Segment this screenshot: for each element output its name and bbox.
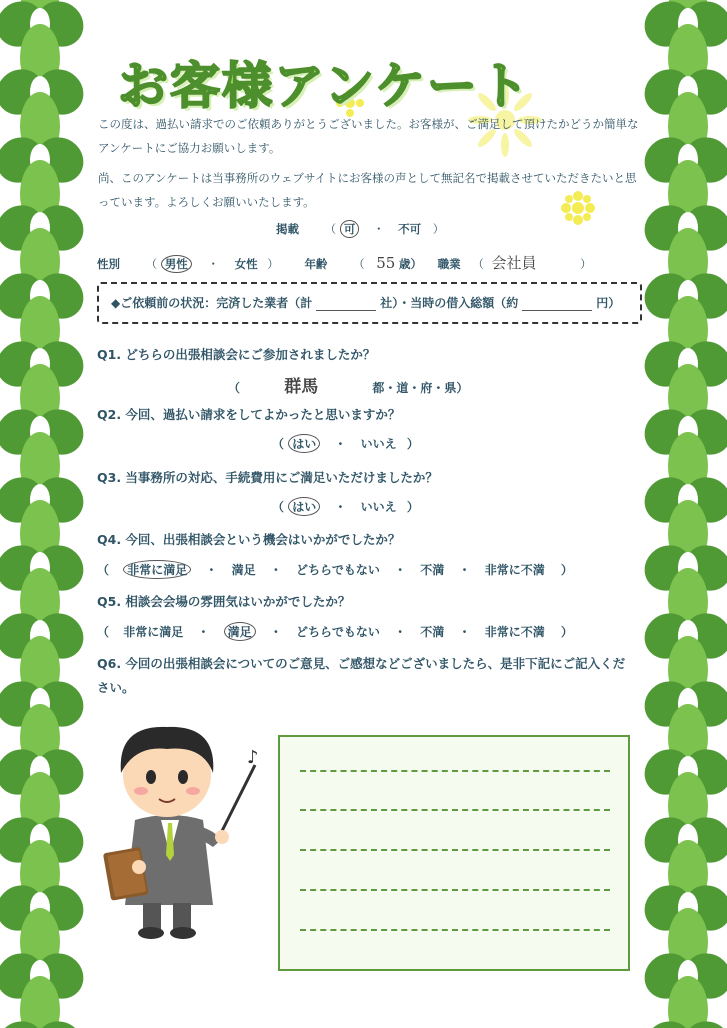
q5-option-satisfied[interactable]: 満足: [224, 622, 256, 641]
answer-4: [97, 560, 573, 579]
left-leaf-border: [0, 0, 88, 1028]
loan-amount-field[interactable]: [522, 296, 592, 311]
separator: ・: [334, 500, 347, 514]
prefecture-value[interactable]: 群馬: [284, 377, 319, 397]
separator: ・: [394, 563, 407, 577]
gender-label: 性別: [97, 257, 120, 271]
comment-line: [300, 929, 610, 931]
answer-3: [272, 497, 419, 516]
q4-option-very-satisfied[interactable]: 非常に満足: [123, 560, 191, 579]
bracket: （: [272, 437, 285, 451]
bracket: （: [272, 500, 285, 514]
comment-line: [300, 889, 610, 891]
q5-option-neutral[interactable]: どちらでもない: [296, 625, 380, 639]
q4-option-neutral[interactable]: どちらでもない: [296, 563, 380, 577]
q3-option-no[interactable]: いいえ: [360, 500, 397, 514]
bracket: （: [324, 222, 337, 236]
separator: ・: [372, 222, 385, 236]
answer-1: [228, 372, 468, 397]
bracket: ）: [406, 437, 419, 451]
question-6: Q6. 今回の出張相談会についてのご意見、ご感想などございましたら、是非下記にご記入ください。: [97, 656, 626, 695]
separator: ・: [207, 257, 219, 271]
separator: ・: [205, 563, 218, 577]
age-unit: 歳）: [399, 257, 422, 271]
q4-option-dissatisfied[interactable]: 不満: [420, 563, 445, 577]
publication-label: 掲載: [276, 222, 299, 236]
status-box-content: [111, 294, 620, 311]
question-3: Q3. 当事務所の対応、手続費用にご満足いただけましたか？: [97, 470, 438, 485]
occupation-label: 職業: [437, 257, 461, 271]
gender-option-female[interactable]: 女性: [234, 257, 258, 271]
bracket: ）: [580, 257, 592, 271]
q4-option-very-dissatisfied[interactable]: 非常に不満: [484, 563, 545, 577]
prefecture-units: 都・道・府・県）: [372, 381, 469, 395]
separator: ・: [394, 625, 407, 639]
separator: ・: [458, 625, 471, 639]
bracket: ）: [432, 222, 445, 236]
companies-count-field[interactable]: [316, 296, 376, 311]
teacher-mascot-illustration: [95, 715, 265, 940]
comments-box[interactable]: [278, 735, 630, 971]
question-5: Q5. 相談会会場の雰囲気はいかがでしたか？: [97, 594, 351, 609]
age-label: 年齢: [304, 257, 328, 271]
status-mid: 社）・当時の借入総額（約: [380, 296, 519, 310]
q4-option-satisfied[interactable]: 満足: [231, 563, 256, 577]
age-value[interactable]: 55: [376, 254, 396, 272]
comment-line: [300, 849, 610, 851]
page-title: お客様アンケート: [118, 57, 531, 115]
comment-line: [300, 809, 610, 811]
bracket: （: [353, 257, 365, 271]
publication-option-yes[interactable]: 可: [340, 220, 360, 238]
separator: ・: [334, 437, 347, 451]
q2-option-yes[interactable]: はい: [288, 434, 320, 453]
q2-option-no[interactable]: いいえ: [360, 437, 397, 451]
intro-paragraph-1: この度は、過払い請求でのご依頼ありがとうございました。お客様が、ご満足して頂けたかどうか簡単なアンケートにご協力お願いします。: [98, 117, 639, 155]
q5-option-very-satisfied[interactable]: 非常に満足: [123, 625, 184, 639]
question-1: Q1. どちらの出張相談会にご参加されましたか？: [97, 347, 376, 362]
answer-5: [97, 622, 573, 641]
bracket: （: [472, 257, 484, 271]
svg-text:♪: ♪: [247, 747, 259, 768]
status-box: [97, 282, 642, 324]
bracket: （: [97, 563, 110, 577]
comment-line: [300, 770, 610, 772]
answer-2: [272, 434, 419, 453]
status-prefix: ◆ご依頼前の状況：完済した業者（計: [111, 296, 313, 310]
profile-row: [97, 252, 592, 273]
status-suffix: 円）: [596, 296, 621, 310]
bracket: ）: [267, 257, 279, 271]
occupation-value[interactable]: 会社員: [491, 254, 537, 272]
gender-option-male[interactable]: 男性: [161, 255, 192, 273]
separator: ・: [269, 563, 282, 577]
bracket: ）: [406, 500, 419, 514]
bracket: （: [145, 257, 158, 271]
q5-option-dissatisfied[interactable]: 不満: [420, 625, 445, 639]
separator: ・: [458, 563, 471, 577]
bracket: ）: [560, 563, 573, 577]
separator: ・: [197, 625, 210, 639]
publication-option-no[interactable]: 不可: [398, 222, 422, 236]
bracket: （: [228, 381, 241, 395]
bracket: ）: [560, 625, 573, 639]
intro-paragraph-2: 尚、このアンケートは当事務所のウェブサイトにお客様の声として無記名で掲載させていただきたいと思っています。よろしくお願いいたします。: [98, 171, 637, 209]
title-area: [110, 40, 610, 115]
question-4: Q4. 今回、出張相談会という機会はいかがでしたか？: [97, 532, 401, 547]
q5-option-very-dissatisfied[interactable]: 非常に不満: [484, 625, 545, 639]
q3-option-yes[interactable]: はい: [288, 497, 320, 516]
bracket: （: [97, 625, 110, 639]
publication-consent: [276, 220, 444, 238]
separator: ・: [269, 625, 282, 639]
right-leaf-border: [640, 0, 727, 1028]
question-2: Q2. 今回、過払い請求をしてよかったと思いますか？: [97, 407, 401, 422]
